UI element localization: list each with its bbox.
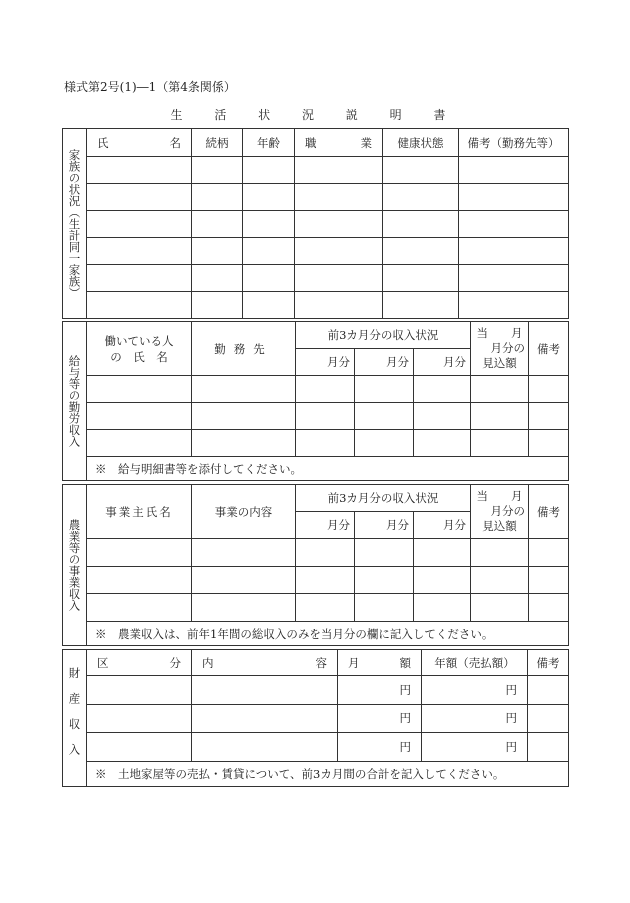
header-age: 年齢 <box>243 129 295 157</box>
header-income-3months: 前3カ月分の収入状況 <box>296 322 471 349</box>
monthly-yen[interactable]: 円 <box>338 733 422 762</box>
business-row <box>63 594 569 622</box>
business-note: ※ 農業収入は、前年1年間の総収入のみを当月分の欄に記入してください。 <box>87 622 569 646</box>
header-current-month: 当 月 月分の 見込額 <box>471 485 529 539</box>
header-employer: 勤務先 <box>192 322 296 376</box>
header-current-month: 当 月 月分の 見込額 <box>471 322 529 376</box>
salary-row <box>63 403 569 430</box>
business-row <box>63 566 569 594</box>
header-month-2: 月分 <box>355 512 414 539</box>
property-table <box>62 649 569 787</box>
document-title: 生 活 状 況 説 明 書 <box>170 108 460 122</box>
header-remarks: 備考 <box>529 322 569 376</box>
header-relation: 続柄 <box>192 129 243 157</box>
annual-yen[interactable]: 円 <box>422 733 528 762</box>
family-table <box>62 128 569 319</box>
header-month-1: 月分 <box>296 349 355 376</box>
header-remarks: 備考 <box>529 485 569 539</box>
family-row <box>63 210 569 237</box>
header-business-content: 事業の内容 <box>192 485 296 539</box>
salary-row <box>63 376 569 403</box>
business-row <box>63 539 569 567</box>
header-monthly: 月額 <box>338 650 422 676</box>
annual-yen[interactable]: 円 <box>422 676 528 705</box>
header-occupation: 職業 <box>295 129 383 157</box>
property-row <box>63 733 569 762</box>
header-income-3months: 前3カ月分の収入状況 <box>296 485 471 512</box>
header-remarks: 備考（勤務先等） <box>459 129 569 157</box>
worker-name-line1: 働いている人 <box>104 333 174 348</box>
header-month-1: 月分 <box>296 512 355 539</box>
family-side-label: 家族の状況（生計同一家族） <box>63 129 87 319</box>
header-month-3: 月分 <box>414 349 471 376</box>
header-worker-name <box>87 322 192 376</box>
property-note: ※ 土地家屋等の売払・賃貸について、前3カ月間の合計を記入してください。 <box>87 762 569 787</box>
header-month-3: 月分 <box>414 512 471 539</box>
business-table <box>62 484 569 646</box>
annual-yen[interactable]: 円 <box>422 704 528 733</box>
header-name: 氏名 <box>87 129 192 157</box>
salary-row <box>63 430 569 457</box>
family-row <box>63 183 569 210</box>
family-row <box>63 157 569 184</box>
property-row <box>63 676 569 705</box>
header-owner-name: 事業主氏名 <box>87 485 192 539</box>
monthly-yen[interactable]: 円 <box>338 676 422 705</box>
salary-table <box>62 321 569 481</box>
header-annual: 年額（売払額） <box>422 650 528 676</box>
family-row <box>63 291 569 318</box>
property-side-label: 財産収入 <box>63 650 87 787</box>
header-month-2: 月分 <box>355 349 414 376</box>
family-row <box>63 237 569 264</box>
property-row <box>63 704 569 733</box>
monthly-yen[interactable]: 円 <box>338 704 422 733</box>
worker-name-line2: の 氏 名 <box>110 349 168 364</box>
header-content: 内容 <box>192 650 338 676</box>
salary-side-label: 給与等の勤労収入 <box>63 322 87 481</box>
header-category: 区分 <box>87 650 192 676</box>
business-side-label: 農業等の事業収入 <box>63 485 87 646</box>
salary-note: ※ 給与明細書等を添付してください。 <box>87 457 569 481</box>
family-row <box>63 264 569 291</box>
header-health: 健康状態 <box>383 129 459 157</box>
header-remarks: 備考 <box>528 650 569 676</box>
form-number: 様式第2号(1)―1（第4条関係） <box>64 80 236 94</box>
